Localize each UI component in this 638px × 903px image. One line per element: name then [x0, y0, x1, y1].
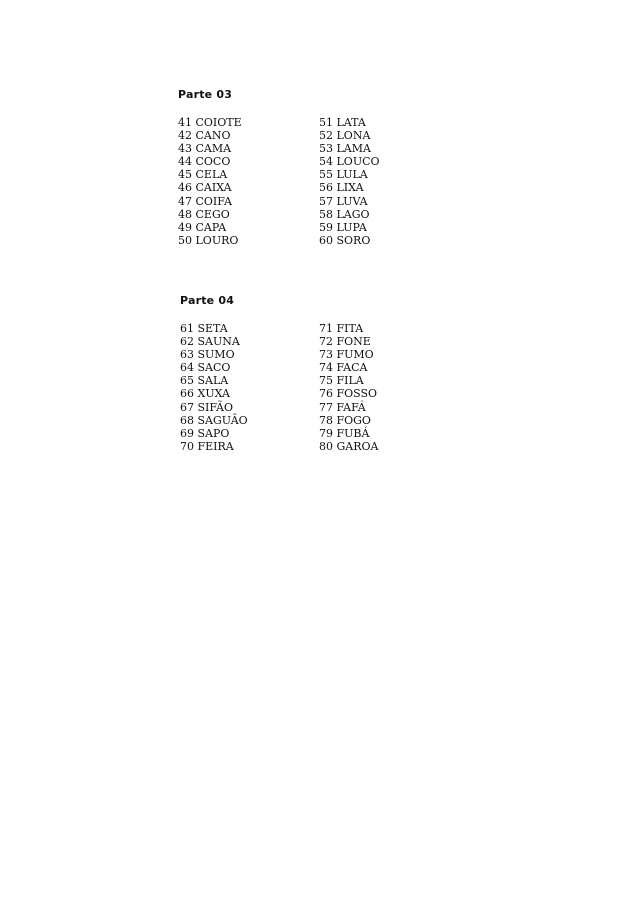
word-columns [178, 116, 498, 247]
list-item: 80 GAROA [319, 439, 379, 453]
word-columns [180, 322, 500, 453]
list-item: 74 FACA [319, 361, 368, 375]
list-item: 77 FAFÁ [319, 400, 366, 414]
list-item: 48 CEGO [178, 207, 230, 221]
section-title: Parte 04 [180, 294, 235, 307]
list-item: 63 SUMO [180, 348, 235, 362]
list-item: 75 FILA [319, 374, 364, 388]
list-item: 71 FITA [319, 322, 364, 335]
list-item: 67 SIFÃO [180, 400, 234, 414]
section-parte-03 [178, 88, 498, 247]
list-item: 64 SACO [180, 361, 231, 375]
word-list-left [178, 116, 319, 247]
list-item: 50 LOURO [178, 233, 239, 247]
list-item: 61 SETA [180, 322, 228, 335]
list-item: 58 LAGO [319, 207, 370, 221]
list-item: 41 COIOTE [178, 116, 242, 129]
word-list-right [319, 322, 378, 453]
list-item: 66 XUXA [180, 387, 230, 401]
list-item: 57 LUVA [319, 194, 368, 208]
list-item: 62 SAUNA [180, 335, 240, 349]
list-item: 73 FUMO [319, 348, 374, 362]
section-parte-04 [180, 294, 500, 453]
list-item: 53 LAMA [319, 142, 371, 156]
list-item: 60 SORO [319, 233, 371, 247]
list-item: 52 LONA [319, 129, 371, 143]
list-item: 49 CAPA [178, 220, 227, 234]
list-item: 54 LOUCO [319, 155, 380, 169]
list-item: 65 SALA [180, 374, 229, 388]
list-item: 72 FONE [319, 335, 371, 349]
list-item: 46 CAIXA [178, 181, 232, 195]
list-item: 56 LIXA [319, 181, 364, 195]
section-title: Parte 03 [178, 88, 233, 101]
list-item: 47 COIFA [178, 194, 232, 208]
list-item: 42 CANO [178, 129, 231, 143]
list-item: 43 CAMA [178, 142, 232, 156]
list-item: 55 LULA [319, 168, 368, 182]
list-item: 59 LUPA [319, 220, 367, 234]
list-item: 44 COCO [178, 155, 231, 169]
word-list-right [319, 116, 380, 247]
word-list-left [180, 322, 319, 453]
list-item: 51 LATA [319, 116, 366, 129]
list-item: 79 FUBÁ [319, 426, 370, 440]
list-item: 76 FOSSO [319, 387, 378, 401]
list-item: 70 FEIRA [180, 439, 234, 453]
list-item: 78 FOGO [319, 413, 371, 427]
list-item: 45 CELA [178, 168, 228, 182]
list-item: 68 SAGUÃO [180, 413, 248, 427]
list-item: 69 SAPO [180, 426, 230, 440]
